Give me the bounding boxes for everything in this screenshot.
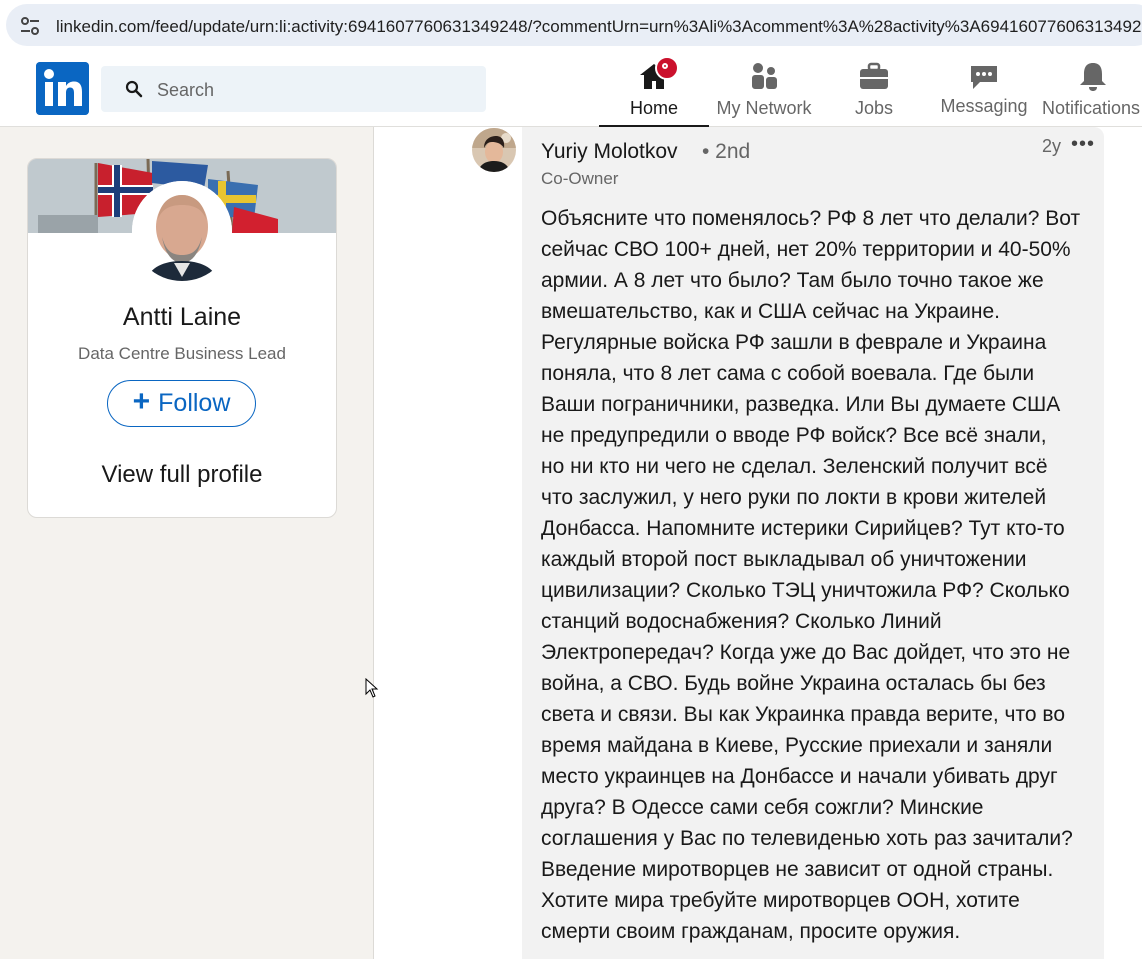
messaging-icon — [966, 58, 1002, 94]
follow-button-label: Follow — [158, 389, 231, 417]
nav-messaging-label: Messaging — [940, 96, 1028, 116]
view-full-profile-link[interactable]: View full profile — [101, 461, 263, 488]
url-field[interactable] — [6, 4, 1142, 46]
notification-badge — [655, 56, 679, 80]
profile-photo — [132, 181, 232, 281]
jobs-icon — [856, 58, 892, 94]
global-nav — [0, 52, 1142, 127]
nav-messaging[interactable] — [929, 52, 1039, 126]
nav-my-network-label: My Network — [716, 98, 812, 118]
nav-notifications[interactable] — [1039, 52, 1142, 126]
plus-icon: + — [132, 385, 151, 418]
notifications-icon — [1075, 58, 1111, 94]
comment-author-name[interactable]: Yuriy Molotkov — [541, 140, 678, 163]
browser-address-bar — [0, 0, 1142, 52]
linkedin-logo[interactable] — [36, 62, 89, 115]
search-icon — [125, 80, 143, 98]
profile-name[interactable]: Antti Laine — [122, 303, 242, 331]
post-detail-column — [373, 127, 1142, 959]
comment-author-headline: Co-Owner — [541, 169, 619, 188]
comment-text: Объясните что поменялось? РФ 8 лет что делали? Вот сейчас СВО 100+ дней, нет 20% территории и 40-50% армии. А 8 лет что было? Там было точно такое же вмешательство, как и США сейчас на Украине. Регулярные войска РФ зашли в феврале и Украина поняла, что 8 лет сама с собой воевала. Где были Ваши пограничники, разведка. Или Вы думаете США не предупредили о вводе РФ войск? Все всё знали, но ни кто ни чего не сделал. Зеленский получит всё что заслужил, у него руки по локти в крови жителей Донбасса. Напомните истерики Сирийцев? Тут кто-то каждый второй пост выкладывал об уничтожении цивилизации? Сколько ТЭЦ уничтожила РФ? Сколько станций водоснабжения? Сколько Линий Электропередач? Когда уже до Вас дойдет, что это не война, а СВО. Будь войне Украина осталась бы без света и связи. Вы как Украинка правда верите, что во время майдана в Киеве, Русские приехали и заняли место украинцев на Донбассе и начали убивать друг друга? В Одессе сами себя сожгли? Минские соглашения у Вас по телевиденью хоть раз зачитали? Введение миротворцев не зависит от одной страны. Хотите мира требуйте миротворцев ООН, хотите смерти своим гражданам, просите оружия. — [541, 207, 1081, 943]
follow-button[interactable] — [107, 380, 256, 427]
more-options-icon[interactable]: ••• — [1071, 133, 1096, 155]
nav-home[interactable] — [599, 52, 709, 126]
nav-my-network[interactable] — [709, 52, 819, 126]
comment-timestamp: 2y — [1042, 136, 1062, 156]
nav-notifications-label: Notifications — [1042, 98, 1141, 118]
mouse-cursor-icon — [365, 678, 379, 698]
profile-card — [27, 158, 337, 518]
profile-headline: Data Centre Business Lead — [78, 344, 286, 363]
url-text: linkedin.com/feed/update/urn:li:activity:6941607760631349248/?commentUrn=urn%3Ali%3Acomment%3A%28activity%3A69416077606313492 — [56, 17, 1142, 36]
profile-avatar[interactable] — [132, 181, 232, 281]
commenter-photo — [472, 128, 516, 172]
nav-home-label: Home — [629, 98, 678, 118]
nav-jobs-label: Jobs — [854, 98, 894, 118]
connection-degree: • 2nd — [702, 140, 751, 163]
comment-bubble — [522, 127, 1104, 959]
search-input[interactable] — [155, 66, 479, 114]
search-box[interactable] — [101, 66, 486, 112]
site-settings-icon[interactable] — [20, 17, 40, 35]
nav-jobs[interactable] — [819, 52, 929, 126]
network-icon — [746, 58, 782, 94]
commenter-avatar[interactable] — [472, 128, 516, 172]
